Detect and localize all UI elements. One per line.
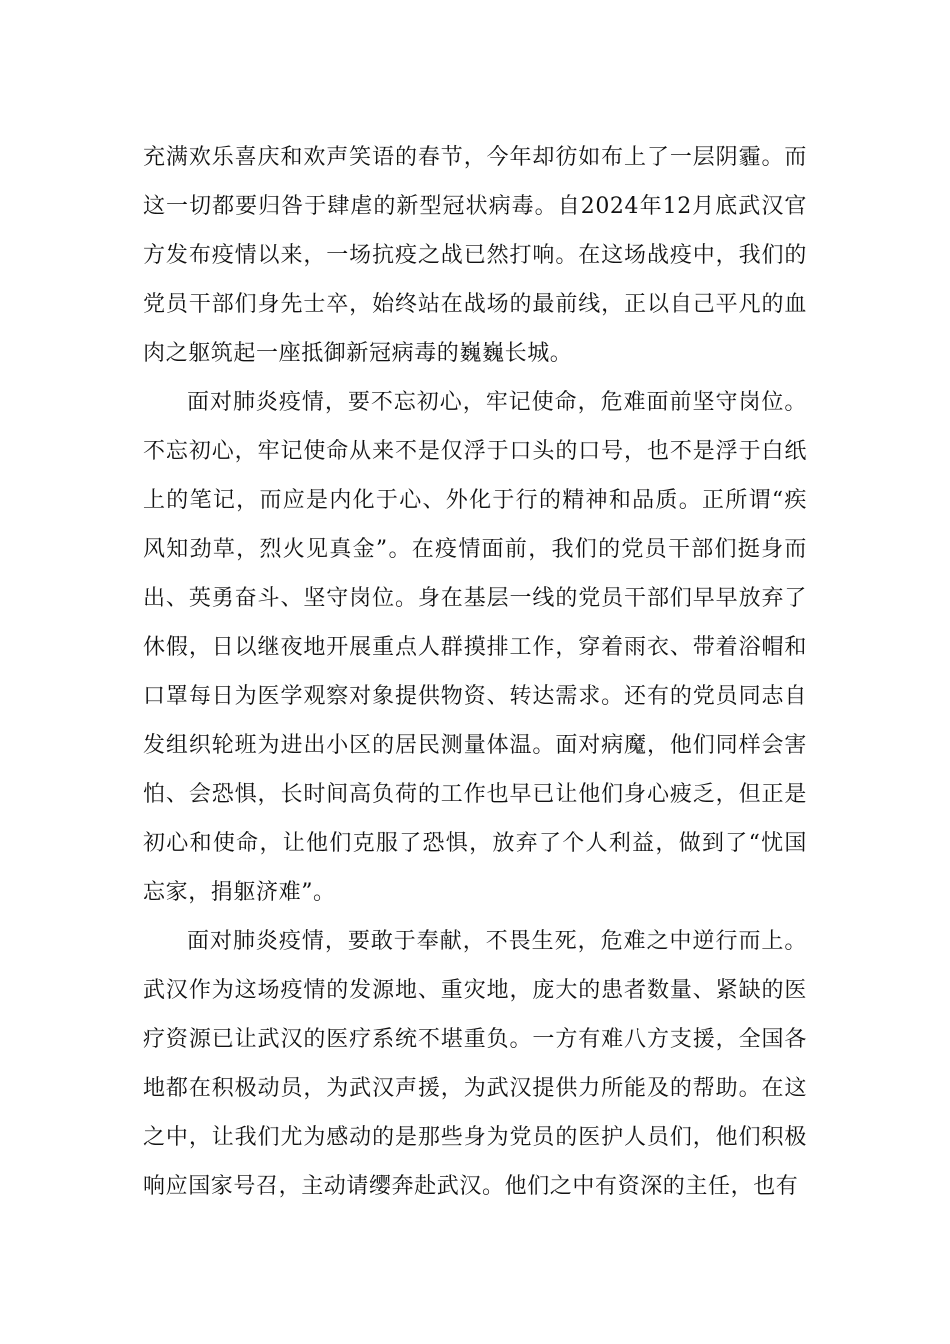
document-body bbox=[143, 133, 807, 1211]
paragraph-1: 充满欢乐喜庆和欢声笑语的春节，今年却彷如布上了一层阴霾。而这一切都要归咎于肆虐的新型冠状病毒。自2024年12月底武汉官方发布疫情以来，一场抗疫之战已然打响。在这场战疫中，我们的党员干部们身先士卒，始终站在战场的最前线，正以自己平凡的血肉之躯筑起一座抵御新冠病毒的巍巍长城。 bbox=[143, 145, 807, 366]
paragraph-2: 面对肺炎疫情，要不忘初心，牢记使命，危难面前坚守岗位。不忘初心，牢记使命从来不是仅浮于口头的口号，也不是浮于白纸上的笔记，而应是内化于心、外化于行的精神和品质。正所谓“疾风知劲草，烈火见真金”。在疫情面前，我们的党员干部们挺身而出、英勇奋斗、坚守岗位。身在基层一线的党员干部们早早放弃了休假，日以继夜地开展重点人群摸排工作，穿着雨衣、带着浴帽和口罩每日为医学观察对象提供物资、转达需求。还有的党员同志自发组织轮班为进出小区的居民测量体温。面对病魔，他们同样会害怕、会恐惧，长时间高负荷的工作也早已让他们身心疲乏，但正是初心和使命，让他们克服了恐惧，放弃了个人利益，做到了“忧国忘家，捐躯济难”。 bbox=[143, 390, 807, 905]
paragraph-3: 面对肺炎疫情，要敢于奉献，不畏生死，危难之中逆行而上。武汉作为这场疫情的发源地、重灾地，庞大的患者数量、紧缺的医疗资源已让武汉的医疗系统不堪重负。一方有难八方支援，全国各地都在积极动员，为武汉声援，为武汉提供力所能及的帮助。在这之中，让我们尤为感动的是那些身为党员的医护人员们，他们积极响应国家号召，主动请缨奔赴武汉。他们之中有资深的主任，也有 bbox=[143, 929, 807, 1199]
